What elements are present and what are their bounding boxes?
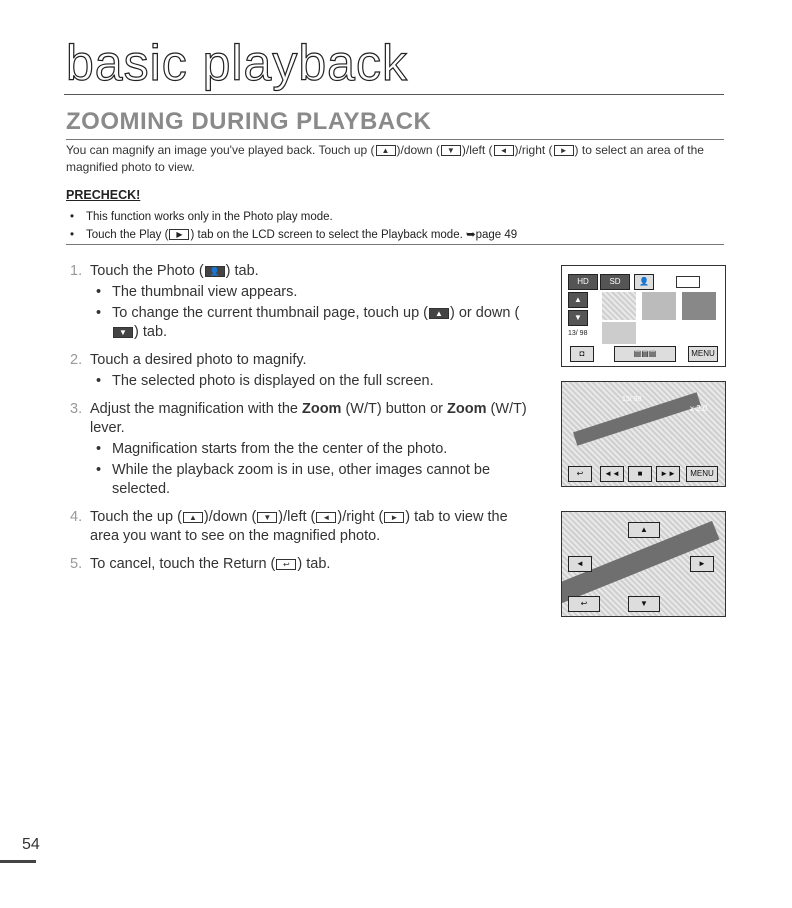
intro-text: ) to select an area of the magnified photo to view. bbox=[66, 143, 704, 174]
step-number: 3. bbox=[70, 401, 83, 417]
play-icon: ▶ bbox=[169, 229, 189, 240]
step-text: ) or down ( bbox=[449, 305, 520, 321]
step-text: Adjust the magnification with the bbox=[90, 401, 302, 417]
zoom-label: Zoom bbox=[301, 401, 342, 417]
chapter-title: basic playback bbox=[66, 35, 408, 91]
thumbnail-1[interactable] bbox=[602, 292, 636, 320]
counter: 13/ 98 bbox=[622, 396, 642, 403]
step-5 bbox=[70, 555, 532, 574]
photo-icon: 👤 bbox=[205, 266, 225, 277]
intro-text: You can magnify an image you've played back. Touch up ( bbox=[66, 143, 375, 157]
hd-tab[interactable]: HD bbox=[568, 274, 598, 290]
page-reference: ➥page 49 bbox=[465, 229, 518, 241]
battery-icon bbox=[676, 276, 700, 288]
down-icon[interactable]: ▼ bbox=[568, 310, 588, 326]
step-text: Touch the up ( bbox=[90, 509, 182, 525]
photo-tab-icon[interactable]: 👤 bbox=[634, 274, 654, 290]
step-sub: • Magnification starts from the the center of the photo. bbox=[90, 440, 532, 459]
section-title: ZOOMING DURING PLAYBACK bbox=[66, 108, 724, 140]
up-icon: ▲ bbox=[183, 512, 203, 523]
menu-button[interactable]: MENU bbox=[686, 466, 718, 482]
precheck-text: Touch the Play ( bbox=[86, 229, 169, 241]
intro-text: )/down ( bbox=[396, 143, 440, 157]
thumbnail-2[interactable] bbox=[642, 292, 676, 320]
thumbnail-3[interactable] bbox=[682, 292, 716, 320]
zoom-label: Zoom bbox=[447, 401, 487, 417]
menu-button[interactable]: MENU bbox=[688, 346, 718, 362]
return-icon[interactable]: ↩ bbox=[568, 466, 592, 482]
camera-icon[interactable]: ◘ bbox=[570, 346, 594, 362]
step-3 bbox=[70, 400, 532, 499]
page-number: 54 bbox=[22, 836, 40, 853]
thumbnail-screen bbox=[561, 265, 726, 367]
up-icon[interactable]: ▲ bbox=[568, 292, 588, 308]
return-icon[interactable]: ↩ bbox=[568, 596, 600, 612]
next-icon[interactable]: ►► bbox=[656, 466, 680, 482]
right-icon[interactable]: ► bbox=[690, 556, 714, 572]
up-icon[interactable]: ▲ bbox=[628, 522, 660, 538]
step-number: 4. bbox=[70, 509, 83, 525]
step-text: ) tab. bbox=[297, 556, 331, 572]
step-sub: • The selected photo is displayed on the full screen. bbox=[90, 372, 532, 391]
down-icon: ▼ bbox=[257, 512, 277, 523]
step-text: Touch a desired photo to magnify. bbox=[90, 352, 307, 368]
left-icon: ◄ bbox=[494, 145, 514, 156]
step-1 bbox=[70, 262, 532, 342]
step-2 bbox=[70, 351, 532, 391]
thumbnail-4[interactable] bbox=[602, 322, 636, 344]
precheck-item bbox=[66, 226, 724, 245]
right-icon: ► bbox=[384, 512, 404, 523]
chapter-header bbox=[64, 35, 724, 95]
step-text: )/right ( bbox=[337, 509, 384, 525]
steps-list bbox=[70, 262, 532, 583]
step-text: )/down ( bbox=[203, 509, 257, 525]
down-icon: ▼ bbox=[441, 145, 461, 156]
left-icon[interactable]: ◄ bbox=[568, 556, 592, 572]
zoom-screen bbox=[561, 511, 726, 617]
down-icon: ▼ bbox=[113, 327, 133, 338]
intro-paragraph bbox=[66, 142, 716, 176]
left-icon: ◄ bbox=[316, 512, 336, 523]
fullscreen-screen bbox=[561, 381, 726, 487]
down-icon[interactable]: ▼ bbox=[628, 596, 660, 612]
counter: 13/ 98 bbox=[568, 330, 588, 337]
step-text: To cancel, touch the Return ( bbox=[90, 556, 276, 572]
zoom-indicator: x 2.0 bbox=[690, 404, 708, 413]
step-number: 5. bbox=[70, 556, 83, 572]
step-number: 2. bbox=[70, 352, 83, 368]
step-text: (W/T) button or bbox=[341, 401, 448, 417]
step-number: 1. bbox=[70, 263, 83, 279]
step-text: ) tab. bbox=[225, 263, 259, 279]
previous-icon[interactable]: ◄◄ bbox=[600, 466, 624, 482]
step-text: (W/T) lever. bbox=[90, 401, 527, 436]
up-icon: ▲ bbox=[376, 145, 396, 156]
intro-text: )/left ( bbox=[461, 143, 493, 157]
playback-toolbar[interactable]: ▤▤▤ bbox=[614, 346, 676, 362]
page-bar bbox=[0, 860, 36, 863]
precheck-list bbox=[66, 208, 724, 245]
step-sub bbox=[90, 304, 532, 342]
intro-text: )/right ( bbox=[514, 143, 553, 157]
precheck-text: ) tab on the LCD screen to select the Playback mode. bbox=[190, 229, 466, 241]
step-sub: • The thumbnail view appears. bbox=[90, 283, 532, 302]
up-icon: ▲ bbox=[429, 308, 449, 319]
step-sub: • While the playback zoom is in use, other images cannot be selected. bbox=[90, 461, 532, 499]
step-text: To change the current thumbnail page, touch up ( bbox=[112, 305, 428, 321]
precheck-item: • This function works only in the Photo play mode. bbox=[66, 208, 724, 226]
step-text: )/left ( bbox=[278, 509, 316, 525]
slideshow-icon[interactable]: ■ bbox=[628, 466, 652, 482]
precheck-heading: PRECHECK! bbox=[66, 188, 141, 202]
sd-tab[interactable]: SD bbox=[600, 274, 630, 290]
return-icon: ↩ bbox=[276, 559, 296, 570]
right-icon: ► bbox=[554, 145, 574, 156]
step-4 bbox=[70, 508, 532, 546]
step-text: Touch the Photo ( bbox=[90, 263, 204, 279]
step-text: ) tab. bbox=[134, 324, 168, 340]
step-text: ) tab to view the area you want to see on the magnified photo. bbox=[90, 509, 508, 544]
